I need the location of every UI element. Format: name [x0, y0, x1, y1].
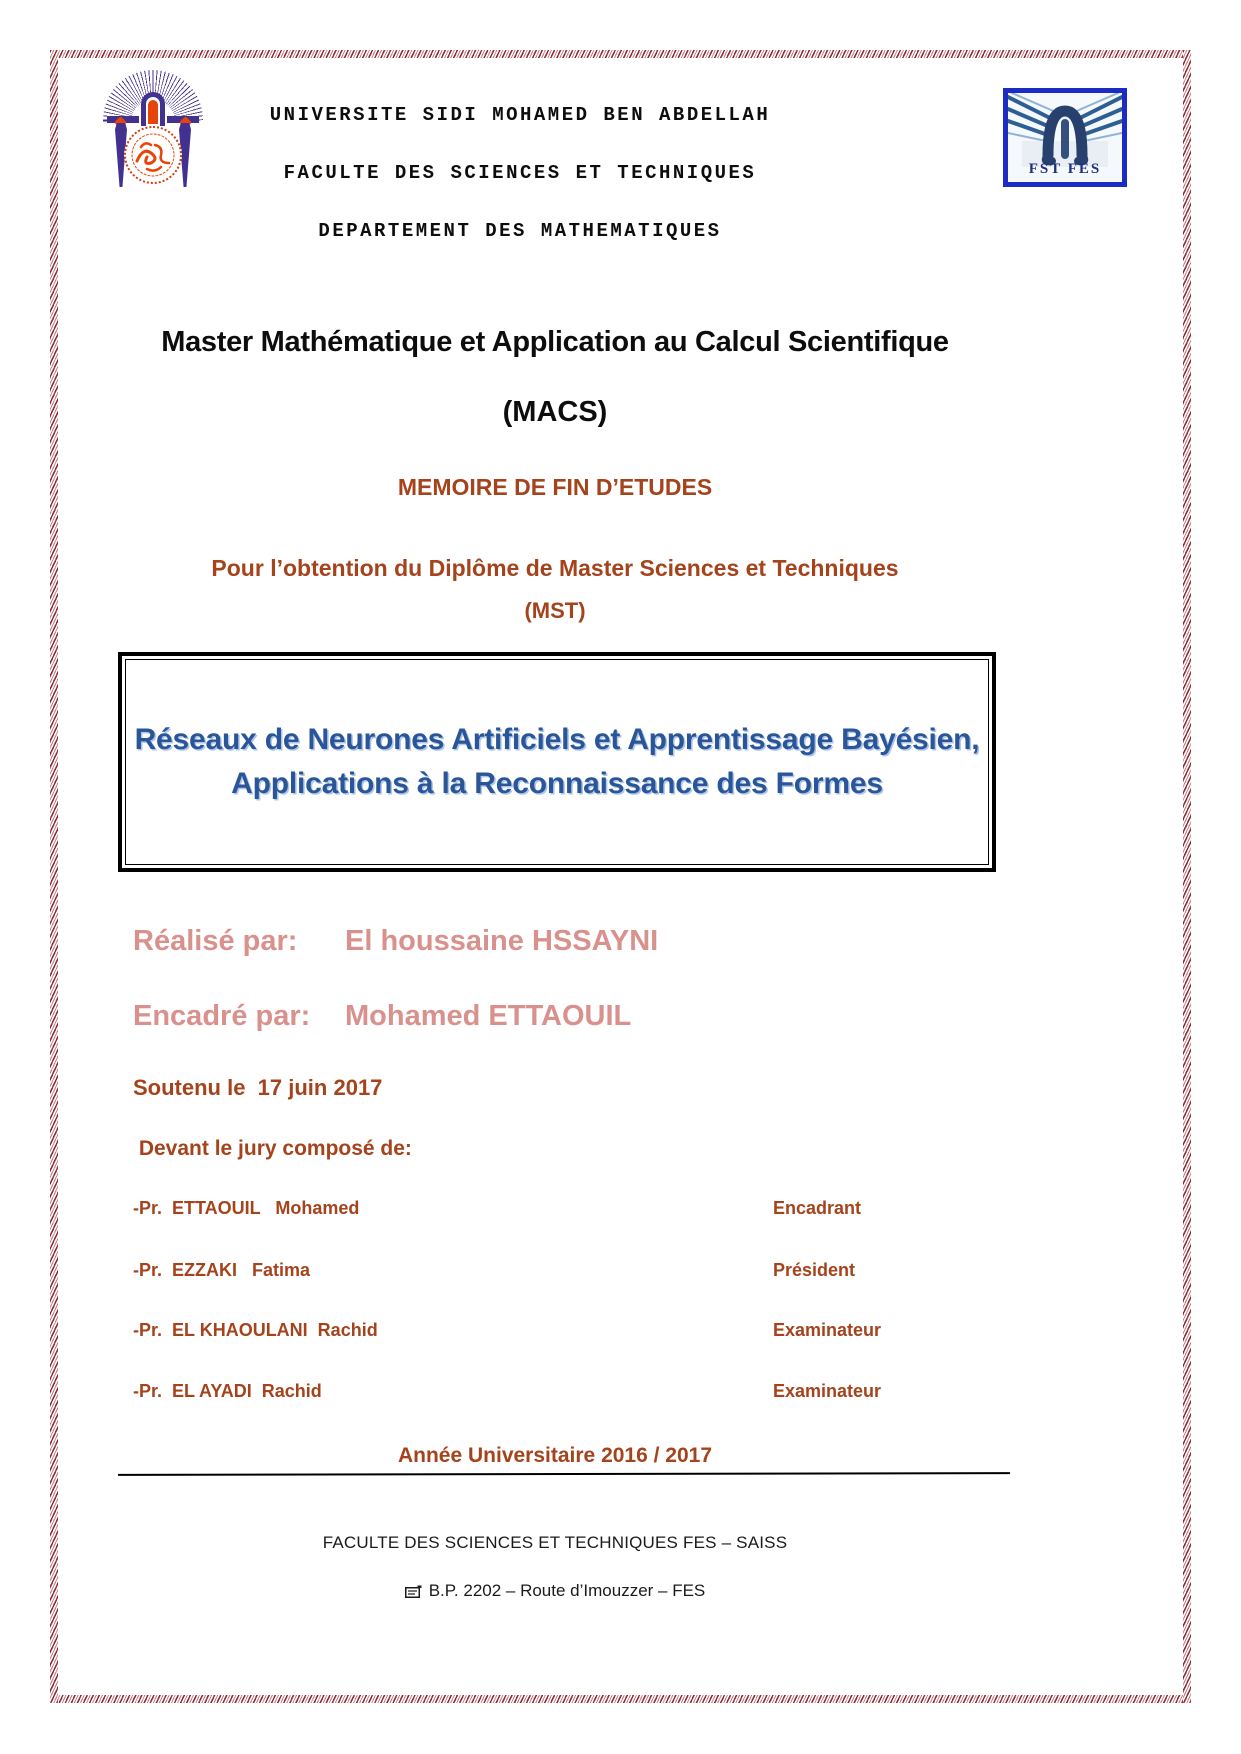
frame-border-left [50, 50, 58, 1703]
university-seal-logo [103, 70, 203, 192]
jury-intro: Devant le jury composé de: [133, 1137, 412, 1160]
jury-member-role: Président [773, 1260, 856, 1280]
jury-member-role: Examinateur [773, 1320, 882, 1340]
separator-line [118, 1472, 1010, 1476]
frame-border-top [50, 50, 1191, 58]
thesis-title-box [118, 652, 996, 872]
jury-member-name: -Pr. EZZAKI Fatima [133, 1260, 311, 1280]
defense-date: Soutenu le 17 juin 2017 [133, 1075, 383, 1100]
diploma-abbreviation: (MST) [524, 598, 586, 623]
university-name: UNIVERSITE SIDI MOHAMED BEN ABDELLAH [269, 104, 771, 126]
jury-member-name: -Pr. EL AYADI Rachid [133, 1381, 322, 1401]
memoire-heading: MEMOIRE DE FIN D’ETUDES [397, 474, 713, 500]
jury-member-name: -Pr. EL KHAOULANI Rachid [133, 1320, 378, 1340]
faculty-name: FACULTE DES SCIENCES ET TECHNIQUES [283, 162, 757, 184]
jury-member-role: Encadrant [773, 1198, 862, 1218]
thesis-title-line1: Réseaux de Neurones Artificiels et Apprentissage Bayésien, [134, 723, 980, 756]
jury-member-name: -Pr. ETTAOUIL Mohamed [133, 1198, 360, 1218]
jury-member-role: Examinateur [773, 1381, 882, 1401]
supervisor-name: Mohamed ETTAOUIL [345, 1000, 632, 1032]
master-abbreviation: (MACS) [502, 396, 608, 428]
supervisor-label: Encadré par: [133, 1000, 311, 1032]
thesis-title-box-inner [125, 659, 989, 865]
footer-faculty: FACULTE DES SCIENCES ET TECHNIQUES FES – SAISS [322, 1533, 788, 1552]
institution-header [210, 103, 830, 277]
fst-fes-logo [1003, 88, 1127, 187]
master-title: Master Mathématique et Application au Calcul Scientifique [161, 326, 949, 358]
author-name: El houssaine HSSAYNI [345, 925, 659, 957]
thesis-title-line2: Applications à la Reconnaissance des Formes [231, 767, 883, 800]
author-row [133, 925, 658, 958]
footer-address-row [70, 1581, 1040, 1603]
academic-year: Année Universitaire 2016 / 2017 [397, 1444, 712, 1467]
diploma-purpose: Pour l’obtention du Diplôme de Master Sciences et Techniques [211, 555, 899, 581]
frame-border-right [1183, 50, 1191, 1703]
seal-calligraphy [129, 131, 177, 179]
fst-logo-caption: FST FES [1028, 161, 1102, 177]
frame-border-bottom [50, 1695, 1191, 1703]
seal-arch-core [148, 100, 158, 124]
mailbox-icon [405, 1583, 422, 1603]
department-name: DEPARTEMENT DES MATHEMATIQUES [318, 220, 722, 242]
seal-medallion-icon [124, 126, 182, 184]
supervisor-row [133, 1000, 631, 1033]
footer-address: B.P. 2202 – Route d’Imouzzer – FES [428, 1581, 706, 1600]
author-label: Réalisé par: [133, 925, 298, 957]
